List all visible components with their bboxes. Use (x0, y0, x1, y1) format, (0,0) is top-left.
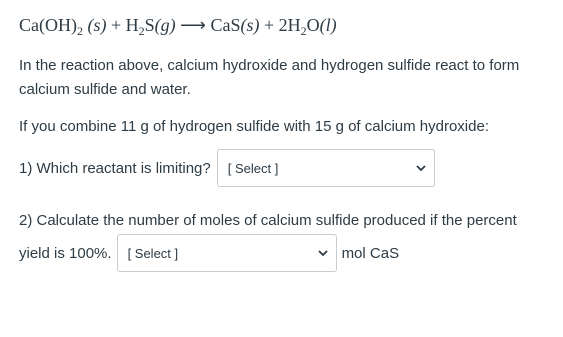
reactant-2-formula-end: S (144, 15, 155, 35)
reactant-1-state: (s) (87, 15, 107, 35)
question-1 (19, 149, 435, 187)
chevron-down-icon (416, 164, 426, 172)
plus-sign-2: + (263, 15, 275, 35)
reactant-2-state: (g) (154, 15, 176, 35)
question-1-text: 1) Which reactant is limiting? (19, 159, 211, 177)
product-1-formula: CaS (210, 15, 241, 35)
product-2-state: (l) (319, 15, 337, 35)
reaction-equation (19, 15, 337, 36)
reactant-1-subscript: 2 (76, 24, 83, 38)
intro-text: In the reaction above, calcium hydroxide and hydrogen sulfide react to form calcium sulfide and water. (19, 57, 520, 98)
reactant-1-formula: Ca(OH) (19, 15, 77, 35)
product-2-formula: 2H (278, 15, 301, 35)
product-1-state: (s) (240, 15, 260, 35)
chevron-down-icon (318, 249, 328, 257)
plus-sign: + (110, 15, 122, 35)
product-2-subscript: 2 (300, 24, 307, 38)
moles-cas-select[interactable] (117, 234, 337, 272)
reactant-2-formula: H (125, 15, 139, 35)
reactant-2-subscript: 2 (138, 24, 145, 38)
unit-label: mol CaS (341, 244, 400, 262)
question-2-text-cont: yield is 100%. (19, 244, 112, 262)
question-2 (19, 234, 399, 272)
limiting-reactant-select[interactable] (217, 149, 435, 187)
product-2-formula-end: O (306, 15, 320, 35)
select-value: [ Select ] (127, 245, 179, 261)
given-text: If you combine 11 g of hydrogen sulfide with 15 g of calcium hydroxide: (19, 118, 489, 135)
select-value: [ Select ] (227, 160, 279, 176)
question-2-text: 2) Calculate the number of moles of calcium sulfide produced if the percent (19, 212, 517, 229)
reaction-arrow: ⟶ (180, 15, 206, 35)
